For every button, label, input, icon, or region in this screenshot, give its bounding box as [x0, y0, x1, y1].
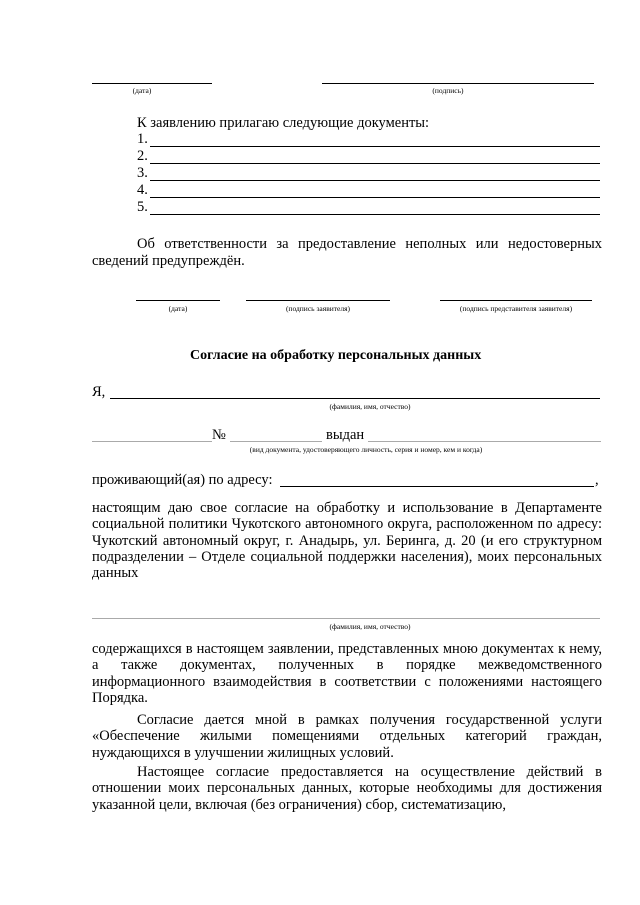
attachment-number-5: 5. [137, 199, 148, 215]
applicant-signature-caption: (подпись заявителя) [285, 304, 351, 313]
attachment-line-4[interactable] [150, 197, 600, 198]
consent-name-caption-2: (фамилия, имя, отчество) [329, 622, 411, 631]
consent-name-line[interactable] [110, 398, 600, 399]
signature-caption-top: (подпись) [432, 86, 464, 95]
date-line-top[interactable] [92, 83, 212, 84]
consent-name-line-2[interactable] [92, 618, 600, 619]
doc-issued-line[interactable] [368, 441, 601, 442]
doc-caption: (вид документа, удостоверяющего личность, серия и номер, кем и когда) [249, 445, 483, 454]
attachment-line-1[interactable] [150, 146, 600, 147]
attachment-line-5[interactable] [150, 214, 600, 215]
date-caption-top: (дата) [132, 86, 152, 95]
applicant-signature-line[interactable] [246, 300, 390, 301]
attachment-number-4: 4. [137, 182, 148, 198]
doc-number-label: № [212, 427, 226, 443]
signature-line-top[interactable] [322, 83, 594, 84]
address-comma: , [595, 472, 599, 488]
consent-i-label: Я, [92, 384, 106, 400]
attachment-number-2: 2. [137, 148, 148, 164]
attachments-heading: К заявлению прилагаю следующие документы: [137, 115, 430, 131]
doc-type-line[interactable] [92, 441, 212, 442]
responsibility-text: Об ответственности за предоставление неполных или недостоверных сведений предупреждён. [92, 236, 602, 269]
address-label: проживающий(ая) по адресу: [92, 472, 273, 488]
consent-paragraph-2: содержащихся в настоящем заявлении, представленных мною документах к нему, а также документах, полученных в порядке межведомственного информационного взаимодействия в соответствии с положениями настоящего Порядка. [92, 641, 602, 706]
consent-paragraph-4: Настоящее согласие предоставляется на осуществление действий в отношении моих персональных данных, которые необходимы для достижения указанной цели, включая (без ограничения) сбор, систематизацию, [92, 764, 602, 813]
doc-issued-label: выдан [326, 427, 365, 443]
consent-paragraph-3: Согласие дается мной в рамках получения государственной услуги «Обеспечение жилыми помещениями отдельных категорий граждан, нуждающихся в улучшении жилищных условий. [92, 712, 602, 761]
attachment-number-1: 1. [137, 131, 148, 147]
attachment-line-3[interactable] [150, 180, 600, 181]
consent-name-caption: (фамилия, имя, отчество) [329, 402, 411, 411]
doc-number-line[interactable] [230, 441, 322, 442]
representative-signature-caption: (подпись представителя заявителя) [459, 304, 573, 313]
attachment-number-3: 3. [137, 165, 148, 181]
representative-signature-line[interactable] [440, 300, 592, 301]
consent-paragraph-1: настоящим даю свое согласие на обработку и использование в Департаменте социальной политики Чукотского автономного округа, расположенном по адресу: Чукотский автономный округ, г. Анадырь, ул. Беринга, д. 20 (и его структурном подразделении – Отделе социальной поддержки населения), моих персональных данных [92, 500, 602, 582]
attachment-line-2[interactable] [150, 163, 600, 164]
applicant-date-caption: (дата) [168, 304, 188, 313]
address-line[interactable] [280, 486, 594, 487]
consent-title: Согласие на обработку персональных данных [190, 348, 482, 363]
applicant-date-line[interactable] [136, 300, 220, 301]
